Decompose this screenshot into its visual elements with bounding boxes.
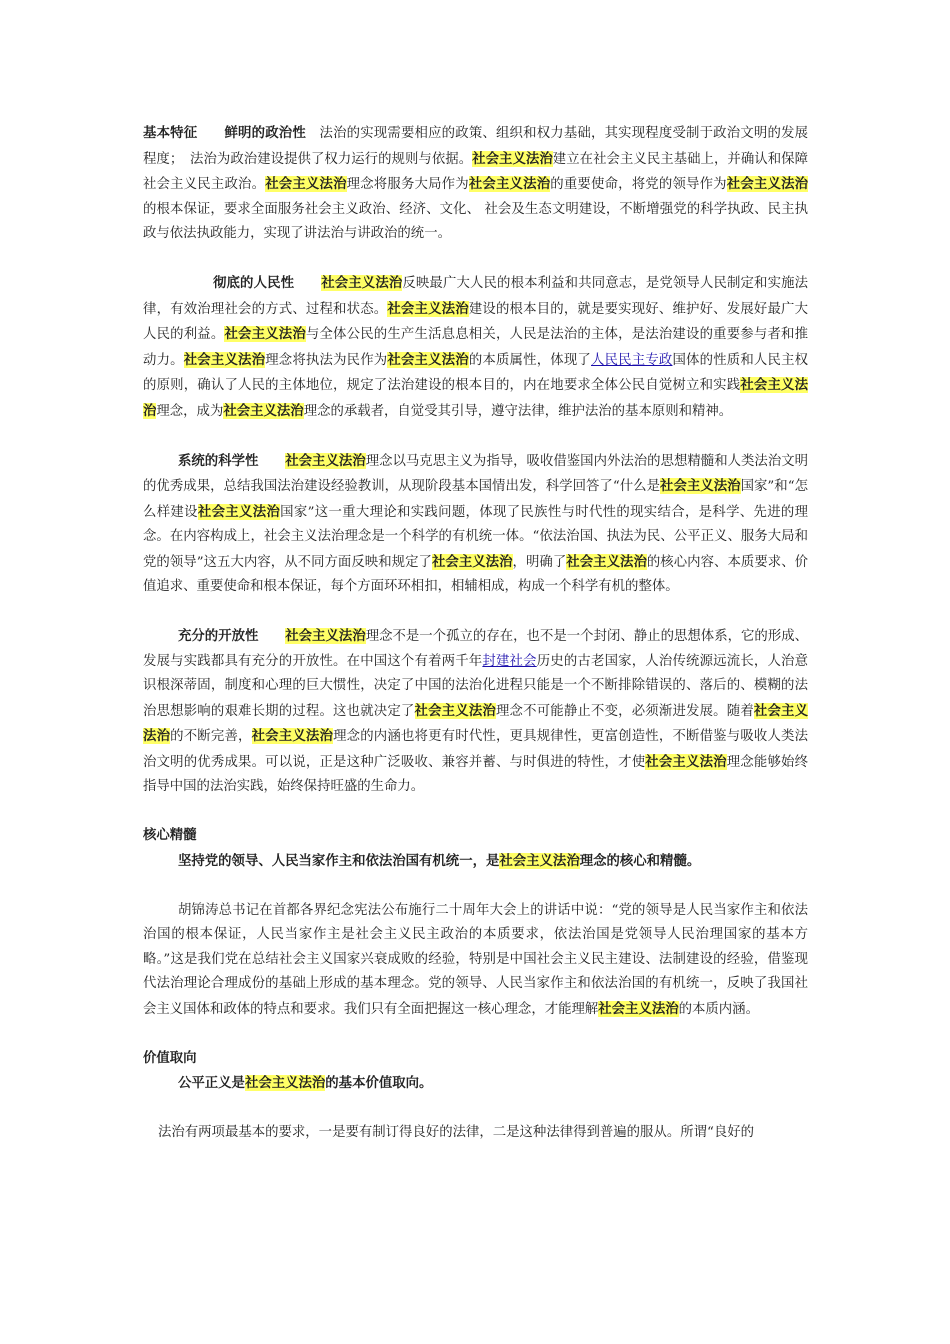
bold-term: 坚持党的领导、人民当家作主和依法治国有机统一，是 [178,853,500,869]
hyperlink[interactable]: 人民民主专政 [591,352,673,368]
highlighted-term: 社会主义法治 [223,402,304,419]
text-run: 理念，成为 [156,403,224,419]
bold-term: 基本特征 [143,126,198,141]
bold-term: 彻底的人民性 [213,276,295,291]
text-run: 的本质内涵。 [678,1001,759,1017]
text-run: ，明确了 [512,554,567,570]
bold-term: 公平正义是 [178,1076,245,1091]
bold-term: 充分的开放性 [178,629,259,644]
highlighted-term: 社会主义法治 [726,176,809,192]
highlighted-term: 社会主义法治 [143,702,809,744]
section-heading: 价值取向 [143,1050,197,1066]
bold-term: 的基本价值取向。 [325,1076,433,1091]
text-run [258,454,285,469]
text-run: 理念能够始终指导中国的法治实践，始终保持旺盛的生命力。 [143,754,809,794]
text-run: 法治的实现需要相应的政策、组织和权力基础，其实现程度受制于政治文明的发展程度； 法治为政治建设提供了权力运行的规则与依据。 [143,126,809,167]
highlighted-term: 社会主义法治 [387,351,469,368]
text-run: 法治有两项最基本的要求，一是要有制订得良好的法律，二是这种法律得到普遍的服从。所谓“良好的 [158,1125,755,1140]
highlighted-term: 社会主义法治 [197,503,281,520]
text-run: 的根本保证，要求全面服务社会主义政治、经济、文化、 社会及生态文明建设，不断增强党的科学执政、民主执政与依法执政能力，实现了讲法治与讲政治的统一。 [143,201,808,241]
highlighted-term: 社会主义法治 [387,300,469,317]
text-run: 理念以马克思主义为指导，吸收借鉴国内外法治的思想精髓和人类法治文明的优秀成果，总结我国法治建设经验教训，从现阶段基本国情出发，科学回答了“什么是 [143,453,809,494]
paragraph-p7 [143,1071,808,1097]
highlighted-term: 社会主义法治 [566,553,647,570]
highlighted-term: 社会主义法治 [285,628,366,644]
highlighted-term: 社会主义法治 [143,377,809,419]
text-run: 的核心内容、本质要求、价值追求、重要使命和根本保证，每个方面环环相扣，相辅相成，构成一个科学有机的整体。 [143,554,809,594]
text-run: 国体的性质和人民主权的原则，确认了人民的主体地位，规定了法治建设的根本目的，内在地要求全体公民自觉树立和实践 [143,352,809,393]
highlighted-term: 社会主义法治 [224,326,306,342]
text-run: 理念不可能静止不变，必须渐进发展。随着 [495,703,754,719]
paragraph-p2 [143,271,808,424]
text-run: 反映最广大人民的根本利益和共同意志，是党领导人民制定和实施法律，有效治理社会的方式、过程和状态。 [143,276,809,317]
text-run: 理念不是一个孤立的存在，也不是一个封闭、静止的思想体系，它的形成、发展与实践都具有充分的开放性。在中国这个有着两千年 [143,629,809,669]
text-run: 国家”和“怎么样建设 [143,479,809,520]
highlighted-term: 社会主义法治 [414,702,496,719]
text-run: 建设的根本目的，就是要实现好、维护好、发展好最广大人民的利益。 [143,301,809,342]
text-run: 的本质属性，体现了 [468,352,592,368]
text-run: 胡锦涛总书记在首都各界纪念宪法公布施行二十周年大会上的讲话中说：“党的领导是人民当家作主和依法治国的根本保证，人民当家作主是社会主义民主政治的本质要求，依法治国是党领导人民治理国家的基本方略。”这是我们党在总结社会主义国家兴衰成败的经验，特别是中国社会主义民主建设、法制建设的经验，借鉴现代法治理论合理成份的基础上形成的基本理念。党的领导、人民当家作主和依法治国的有机统一，反映了我国社会主义国体和政体的特点和要求。我们只有全面把握这一核心理念，才能理解 [143,902,808,1017]
highlighted-term: 社会主义法治 [321,275,403,291]
paragraph-p5 [143,849,808,875]
highlighted-term: 社会主义法治 [251,728,334,744]
paragraph-gap [143,1097,808,1122]
text-run: 历史的古老国家，人治传统源远流长，人治意识根深蒂固，制度和心理的巨大惯性，决定了中国的法治化进程只能是一个不断排除错误的、落后的、模糊的法治思想影响的艰难长期的过程。这也就决定了 [143,653,809,719]
text-run [197,126,224,141]
highlighted-term: 社会主义法治 [244,1075,326,1091]
bold-term: 系统的科学性 [178,453,259,469]
document-body [143,122,808,1146]
paragraph-p3 [143,449,808,600]
highlighted-term: 社会主义法治 [598,1000,679,1017]
text-run: 理念将执法为民作为 [265,352,388,368]
paragraph-p1 [143,122,808,247]
paragraph-p6 [143,899,808,1023]
highlighted-term: 社会主义法治 [472,150,553,167]
text-run: 国家”这一重大理论和实践问题，体现了民族性与时代性的现实结合，是科学、先进的理念。在内容构成上，社会主义法治理念是一个科学的有机统一体。“依法治国、执法为民、公平正义、服务大局和党的领导”这五大内容，从不同方面反映和规定了 [143,504,809,570]
bold-term: 鲜明的政治性 [224,126,306,141]
highlighted-term: 社会主义法治 [265,176,347,192]
text-run [258,629,285,644]
paragraph-gap [143,247,808,272]
paragraph-gap [143,424,808,449]
highlighted-term: 社会主义法治 [499,852,580,869]
highlighted-term: 社会主义法治 [285,452,366,469]
section-heading: 核心精髓 [143,828,197,843]
paragraph-gap [143,874,808,899]
highlighted-term: 社会主义法治 [468,176,551,192]
text-run [294,276,321,291]
highlighted-term: 社会主义法治 [645,753,727,770]
text-run: 的不断完善， [170,729,252,744]
highlighted-term: 社会主义法治 [431,553,513,570]
highlighted-term: 社会主义法治 [183,351,266,368]
text-run: 的重要使命，将党的领导作为 [550,177,727,192]
text-run: 理念的承载者，自觉受其引导，遵守法律，维护法治的基本原则和精神。 [303,403,733,419]
paragraph-gap [143,600,808,625]
paragraph-p8 [143,1121,808,1146]
paragraph-gap [143,800,808,825]
text-run: 理念的内涵也将更有时代性，更具规律性，更富创造性，不断借鉴与吸收人类法治文明的优秀成果。可以说，正是这种广泛吸收、兼容并蓄、与时俱进的特性，才使 [143,729,809,770]
paragraph-gap [143,1022,808,1047]
text-run: 理念将服务大局作为 [346,177,469,192]
text-run: 建立在社会主义民主基础上，并确认和保障社会主义民主政治。 [143,151,808,192]
bold-term: 理念的核心和精髓。 [579,853,701,869]
paragraph-p4 [143,624,808,800]
text-run: 与全体公民的生产生活息息相关，人民是法治的主体，是法治建设的重要参与者和推动力。 [143,327,809,368]
hyperlink[interactable]: 封建社会 [482,653,537,669]
highlighted-term: 社会主义法治 [660,478,741,494]
